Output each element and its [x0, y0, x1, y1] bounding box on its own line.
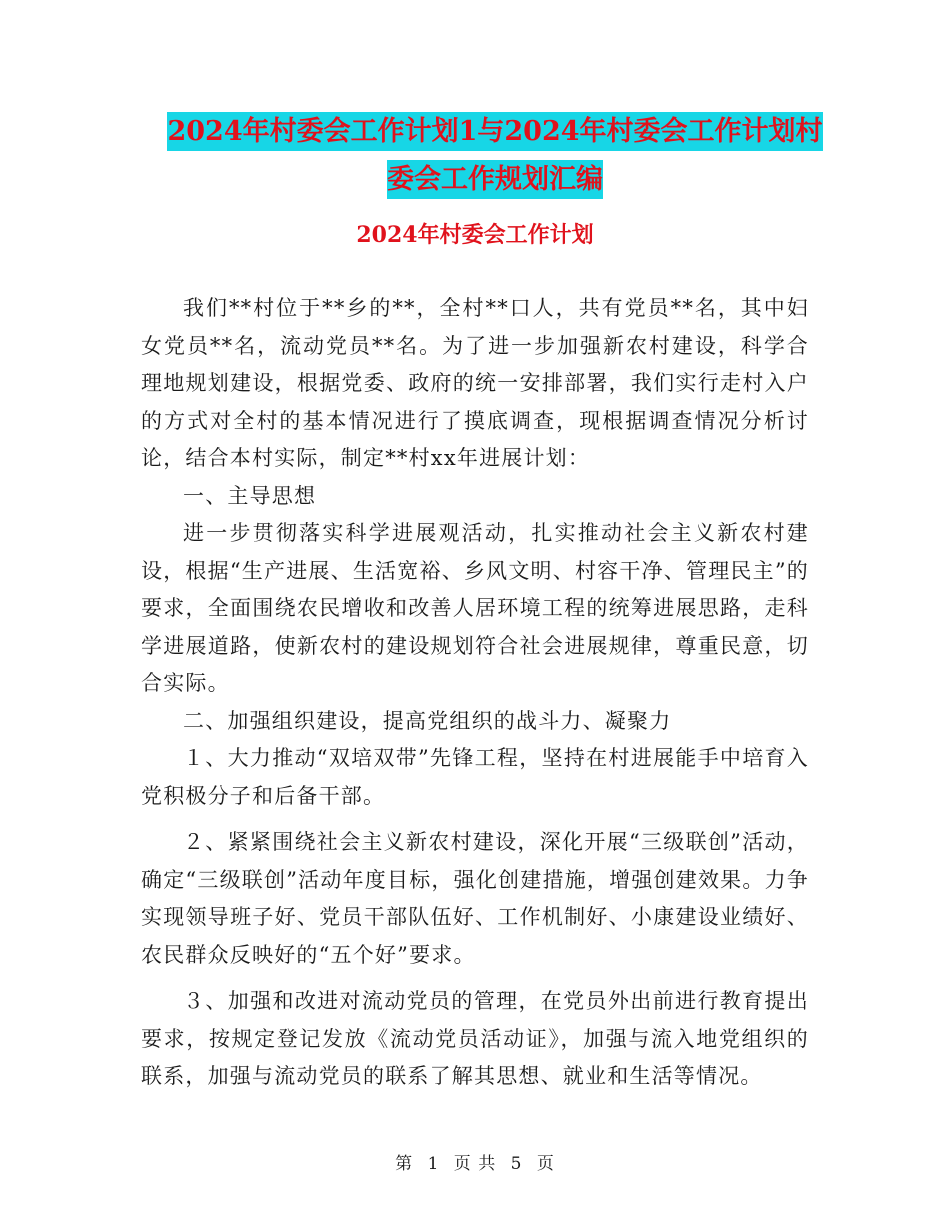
footer-page-total: 5 — [510, 1154, 523, 1174]
footer-prefix: 第 — [395, 1154, 414, 1174]
document-title-line-1: 2024年村委会工作计划1与2024年村委会工作计划村 — [167, 112, 822, 151]
document-title — [140, 108, 850, 204]
paragraph-item-3: ３、加强和改进对流动党员的管理，在党员外出前进行教育提出要求，按规定登记发放《流动党员活动证》，加强与流入地党组织的联系，加强与流动党员的联系了解其思想、就业和生活等情况。 — [141, 989, 809, 1088]
footer-suffix: 页 — [536, 1154, 555, 1174]
footer-page-number: 1 — [427, 1154, 440, 1174]
page-footer — [0, 1152, 950, 1176]
paragraph-item-2: ２、紧紧围绕社会主义新农村建设，深化开展“三级联创”活动，确定“三级联创”活动年度目标，强化创建措施，增强创建效果。力争实现领导班子好、党员干部队伍好、工作机制好、小康建设业绩好、农民群众反映好的“五个好”要求。 — [141, 830, 809, 967]
heading-organization-building: 二、加强组织建设，提高党组织的战斗力、凝聚力 — [183, 708, 672, 733]
heading-guiding-idea: 一、主导思想 — [183, 483, 317, 508]
footer-mid: 页 共 — [453, 1154, 497, 1174]
paragraph-guiding-idea: 进一步贯彻落实科学进展观活动，扎实推动社会主义新农村建设，根据“生产进展、生活宽裕、乡风文明、村容干净、管理民主”的要求，全面围绕农民增收和改善人居环境工程的统筹进展思路，走科学进展道路，使新农村的建设规划符合社会进展规律，尊重民意，切合实际。 — [141, 521, 809, 695]
paragraph-item-1: １、大力推动“双培双带”先锋工程，坚持在村进展能手中培育入党积极分子和后备干部。 — [141, 746, 809, 808]
section-title: 2024年村委会工作计划 — [356, 222, 594, 248]
paragraph-intro: 我们**村位于**乡的**，全村**口人，共有党员**名，其中妇女党员**名，流动党员**名。为了进一步加强新农村建设，科学合理地规划建设，根据党委、政府的统一安排部署，我们实行走村入户的方式对全村的基本情况进行了摸底调查，现根据调查情况分析讨论，结合本村实际，制定**村xx年进展计划： — [141, 296, 809, 470]
document-title-line-2: 委会工作规划汇编 — [387, 160, 603, 199]
document-body — [141, 290, 809, 1096]
